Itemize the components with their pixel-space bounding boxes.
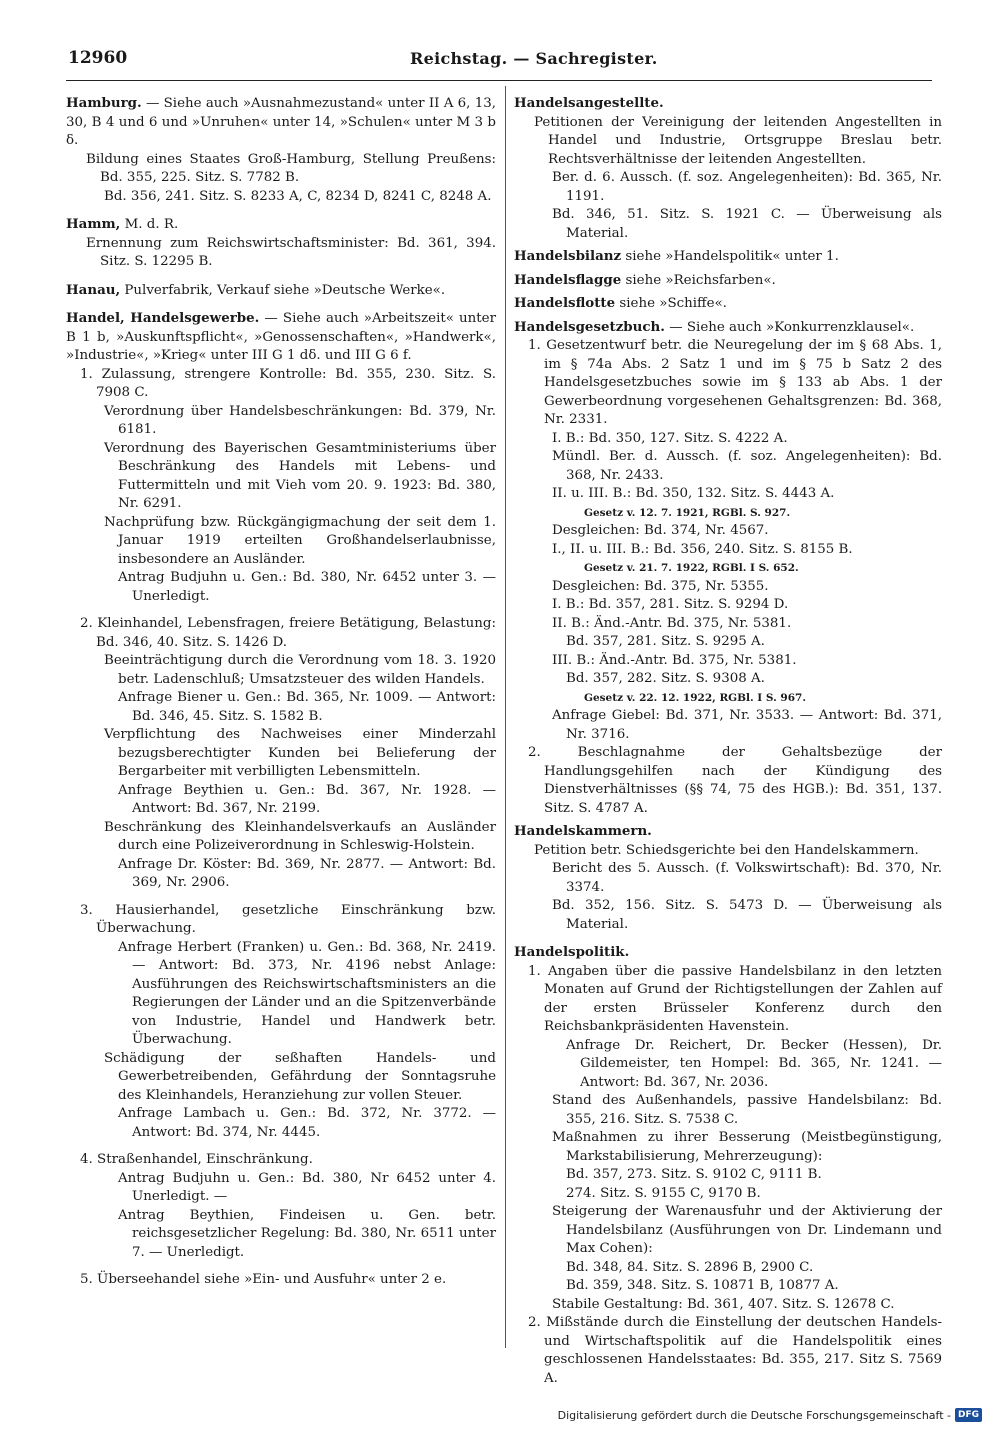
sub-entry: Bd. 357, 273. Sitz. S. 9102 C, 9111 B. xyxy=(566,1167,822,1182)
sub-entry: Antrag Beythien, Findeisen u. Gen. betr. reichsgesetzlicher Regelung: Bd. 380, Nr. 6511 unter 7. — Unerledigt. xyxy=(118,1207,496,1260)
sub-entry: Bericht des 5. Aussch. (f. Volkswirtschaft): Bd. 370, Nr. 3374. xyxy=(552,861,942,895)
numbered-item: 5. Überseehandel siehe »Ein- und Ausfuhr« unter 2 e. xyxy=(80,1272,447,1287)
sub-entry: Mündl. Ber. d. Aussch. (f. soz. Angelegenheiten): Bd. 368, Nr. 2433. xyxy=(552,449,942,483)
index-entry xyxy=(66,94,496,151)
entry-heading: Handel, Handelsgewerbe. xyxy=(66,310,260,326)
sub-entry: Petition betr. Schiedsgerichte bei den Handelskammern. xyxy=(534,842,919,858)
numbered-item: 1. Gesetzentwurf betr. die Neuregelung der im § 68 Abs. 1, im § 74a Abs. 2 Satz 1 und im § 75 b Satz 2 des Handelsgesetzbuches sowie im § 133 ab Abs. 1 der Gewerbeordnung vorgesehenen Gehaltsgrenzen: Bd. 368, Nr. 2331. xyxy=(528,338,942,427)
entry-text: — Siehe auch »Arbeitszeit« unter B 1 b, »Auskunftspflicht«, »Genossenschaften«, »Handwerk«, »Industrie«, »Krieg« unter III G 1 dδ. und III G 6 f. xyxy=(66,311,496,363)
entry-heading: Hamburg. xyxy=(66,95,142,111)
sub-entry: I. B.: Bd. 357, 281. Sitz. S. 9294 D. xyxy=(552,597,789,612)
numbered-item: 1. Angaben über die passive Handelsbilanz in den letzten Monaten auf Grund der Richtigstellungen der Zahlen auf der ersten Brüsseler Konferenz durch den Reichsbankpräsidenten Havenstein. xyxy=(528,963,942,1034)
entry-heading: Handelsflotte xyxy=(514,295,616,311)
numbered-item: 2. Kleinhandel, Lebensfragen, freiere Betätigung, Belastung: Bd. 346, 40. Sitz. S. 1426 D. xyxy=(80,616,496,650)
sub-entry: Schädigung der seßhaften Handels- und Gewerbetreibenden, Gefährdung der Sonntagsruhe des Kleinhandels, Heranziehung zur vollen Steuer. xyxy=(104,1050,496,1103)
footer-text: Digitalisierung gefördert durch die Deutsche Forschungsgemeinschaft - xyxy=(557,1408,951,1422)
entry-heading: Handelspolitik. xyxy=(514,944,630,960)
entry-text: siehe »Schiffe«. xyxy=(615,296,727,311)
sub-entry: Maßnahmen zu ihrer Besserung (Meistbegünstigung, Markstabilisierung, Mehrerzeugung): xyxy=(552,1130,942,1164)
sub-entry: Desgleichen: Bd. 375, Nr. 5355. xyxy=(552,578,769,594)
entry-text: siehe »Reichsfarben«. xyxy=(621,272,776,288)
sub-entry: Anfrage Beythien u. Gen.: Bd. 367, Nr. 1928. — Antwort: Bd. 367, Nr. 2199. xyxy=(118,782,496,816)
entry-heading: Handelsflagge xyxy=(514,271,622,288)
sub-entry: Antrag Budjuhn u. Gen.: Bd. 380, Nr 6452 unter 4. Unerledigt. — xyxy=(118,1170,496,1204)
sub-entry: Bd. 352, 156. Sitz. S. 5473 D. — Überweisung als Material. xyxy=(552,898,942,932)
sub-entry: Bd. 348, 84. Sitz. S. 2896 B, 2900 C. xyxy=(566,1259,814,1275)
sub-entry: Stabile Gestaltung: Bd. 361, 407. Sitz. S. 12678 C. xyxy=(552,1296,895,1312)
entry-text: M. d. R. xyxy=(120,217,179,232)
index-entry xyxy=(514,822,942,842)
entry-heading: Handelsbilanz xyxy=(514,248,622,264)
index-entry xyxy=(66,309,496,366)
dfg-logo: DFG xyxy=(955,1408,982,1422)
entry-heading: Hamm, xyxy=(66,216,121,232)
law-reference: Gesetz v. 22. 12. 1922, RGBl. I S. 967. xyxy=(584,691,806,704)
sub-entry: Bd. 346, 51. Sitz. S. 1921 C. — Überweisung als Material. xyxy=(552,207,942,241)
index-entry xyxy=(514,271,942,291)
left-column xyxy=(66,94,496,1290)
index-entry xyxy=(514,247,942,267)
sub-entry: 274. Sitz. S. 9155 C, 9170 B. xyxy=(566,1185,761,1201)
index-entry xyxy=(514,294,942,314)
law-reference: Gesetz v. 12. 7. 1921, RGBl. S. 927. xyxy=(584,506,791,519)
sub-entry: Steigerung der Warenausfuhr und der Aktivierung der Handelsbilanz (Ausführungen von Dr. Lindemann und Max Cohen): xyxy=(552,1204,942,1256)
sub-entry: I., II. u. III. B.: Bd. 356, 240. Sitz. S. 8155 B. xyxy=(552,541,853,557)
entry-heading: Handelskammern. xyxy=(514,823,652,839)
numbered-item: 1. Zulassung, strengere Kontrolle: Bd. 355, 230. Sitz. S. 7908 C. xyxy=(80,366,496,400)
law-reference: Gesetz v. 21. 7. 1922, RGBl. I S. 652. xyxy=(584,562,799,574)
numbered-item: 2. Beschlagnahme der Gehaltsbezüge der Handlungsgehilfen nach der Kündigung des Dienstverhältnisses (§§ 74, 75 des HGB.): Bd. 351, 137. Sitz. S. 4787 A. xyxy=(528,745,942,816)
footer xyxy=(558,1408,982,1422)
entry-heading: Handelsangestellte. xyxy=(514,95,664,111)
sub-entry: Petitionen der Vereinigung der leitenden Angestellten in Handel und Industrie, Ortsgruppe Breslau betr. Rechtsverhältnisse der leitenden Angestellten. xyxy=(534,114,942,167)
entry-text: siehe »Handelspolitik« unter 1. xyxy=(621,249,839,264)
sub-entry: Ber. d. 6. Aussch. (f. soz. Angelegenheiten): Bd. 365, Nr. 1191. xyxy=(552,170,942,204)
sub-entry: II. u. III. B.: Bd. 350, 132. Sitz. S. 4443 A. xyxy=(552,486,835,501)
sub-entry: I. B.: Bd. 350, 127. Sitz. S. 4222 A. xyxy=(552,430,788,446)
numbered-item: 4. Straßenhandel, Einschränkung. xyxy=(80,1152,313,1167)
header-rule xyxy=(66,80,932,81)
entry-text: Pulverfabrik, Verkauf siehe »Deutsche Werke«. xyxy=(120,282,446,298)
numbered-item: 3. Hausierhandel, gesetzliche Einschränkung bzw. Überwachung. xyxy=(80,902,496,936)
entry-heading: Hanau, xyxy=(66,281,121,298)
sub-entry: Bd. 357, 281. Sitz. S. 9295 A. xyxy=(566,634,765,649)
sub-entry: Anfrage Giebel: Bd. 371, Nr. 3533. — Antwort: Bd. 371, Nr. 3716. xyxy=(552,708,942,742)
sub-entry: Stand des Außenhandels, passive Handelsbilanz: Bd. 355, 216. Sitz. S. 7538 C. xyxy=(552,1093,942,1127)
sub-entry: Beschränkung des Kleinhandelsverkaufs an Ausländer durch eine Polizeiverordnung in Schleswig-Holstein. xyxy=(104,819,496,853)
entry-text: — Siehe auch »Ausnahmezustand« unter II A 6, 13, 30, B 4 und 6 und »Unruhen« unter 14, »Schulen« unter M 3 b δ. xyxy=(66,96,496,148)
sub-entry: Verordnung des Bayerischen Gesamtministeriums über Beschränkung des Handels mit Lebens- und Futtermitteln und mit Vieh vom 20. 9. 1923: Bd. 380, Nr. 6291. xyxy=(104,440,496,511)
sub-entry: Anfrage Lambach u. Gen.: Bd. 372, Nr. 3772. — Antwort: Bd. 374, Nr. 4445. xyxy=(118,1106,496,1140)
sub-entry: Anfrage Dr. Reichert, Dr. Becker (Hessen), Dr. Gildemeister, ten Hompel: Bd. 365, Nr. 1241. — Antwort: Bd. 367, Nr. 2036. xyxy=(566,1037,942,1090)
sub-entry: Nachprüfung bzw. Rückgängigmachung der seit dem 1. Januar 1919 erteilten Großhandelserlaubnisse, insbesondere an Ausländer. xyxy=(104,514,496,567)
sub-entry: Desgleichen: Bd. 374, Nr. 4567. xyxy=(552,523,769,538)
column-separator xyxy=(505,86,506,1348)
sub-entry: Verordnung über Handelsbeschränkungen: Bd. 379, Nr. 6181. xyxy=(104,403,496,437)
right-column xyxy=(514,94,942,1388)
index-entry xyxy=(514,943,942,963)
page-number: 12960 xyxy=(68,48,128,68)
sub-entry: Antrag Budjuhn u. Gen.: Bd. 380, Nr. 6452 unter 3. — Unerledigt. xyxy=(118,570,496,604)
sub-entry: Verpflichtung des Nachweises einer Minderzahl bezugsberechtigter Kunden bei Belieferung der Bergarbeiter mit verbilligten Lebensmitteln. xyxy=(104,727,496,779)
running-head: Reichstag. — Sachregister. xyxy=(410,49,658,68)
index-entry xyxy=(66,281,496,301)
sub-entry: Bd. 357, 282. Sitz. S. 9308 A. xyxy=(566,671,765,686)
sub-entry: Anfrage Herbert (Franken) u. Gen.: Bd. 368, Nr. 2419. — Antwort: Bd. 373, Nr. 4196 nebst Anlage: Ausführungen des Reichswirtschaftsministers an die Regierungen der Länder und an die Spitzenverbände von Industrie, Handel und Handwerk betr. Überwachung. xyxy=(118,939,496,1047)
sub-entry: Ernennung zum Reichswirtschaftsminister: Bd. 361, 394. Sitz. S. 12295 B. xyxy=(86,235,496,269)
sub-entry: II. B.: Änd.-Antr. Bd. 375, Nr. 5381. xyxy=(552,615,792,631)
sub-entry: Anfrage Biener u. Gen.: Bd. 365, Nr. 1009. — Antwort: Bd. 346, 45. Sitz. S. 1582 B. xyxy=(118,690,496,724)
entry-heading: Handelsgesetzbuch. xyxy=(514,318,665,335)
sub-entry: III. B.: Änd.-Antr. Bd. 375, Nr. 5381. xyxy=(552,652,797,668)
sub-entry: Beeinträchtigung durch die Verordnung vom 18. 3. 1920 betr. Ladenschluß; Umsatzsteuer des wilden Handels. xyxy=(104,653,496,687)
numbered-item: 2. Mißstände durch die Einstellung der deutschen Handels- und Wirtschaftspolitik auf die Handelspolitik eines geschlossenen Handelsstaates: Bd. 355, 217. Sitz S. 7569 A. xyxy=(528,1315,942,1386)
sub-entry: Anfrage Dr. Köster: Bd. 369, Nr. 2877. — Antwort: Bd. 369, Nr. 2906. xyxy=(118,856,496,890)
index-entry xyxy=(66,215,496,235)
index-entry xyxy=(514,94,942,114)
sub-entry: Bd. 356, 241. Sitz. S. 8233 A, C, 8234 D, 8241 C, 8248 A. xyxy=(104,188,492,204)
sub-entry: Bd. 359, 348. Sitz. S. 10871 B, 10877 A. xyxy=(566,1278,839,1293)
index-entry xyxy=(514,318,942,338)
entry-text: — Siehe auch »Konkurrenzklausel«. xyxy=(664,319,915,335)
sub-entry: Bildung eines Staates Groß-Hamburg, Stellung Preußens: Bd. 355, 225. Sitz. S. 7782 B. xyxy=(86,151,496,185)
